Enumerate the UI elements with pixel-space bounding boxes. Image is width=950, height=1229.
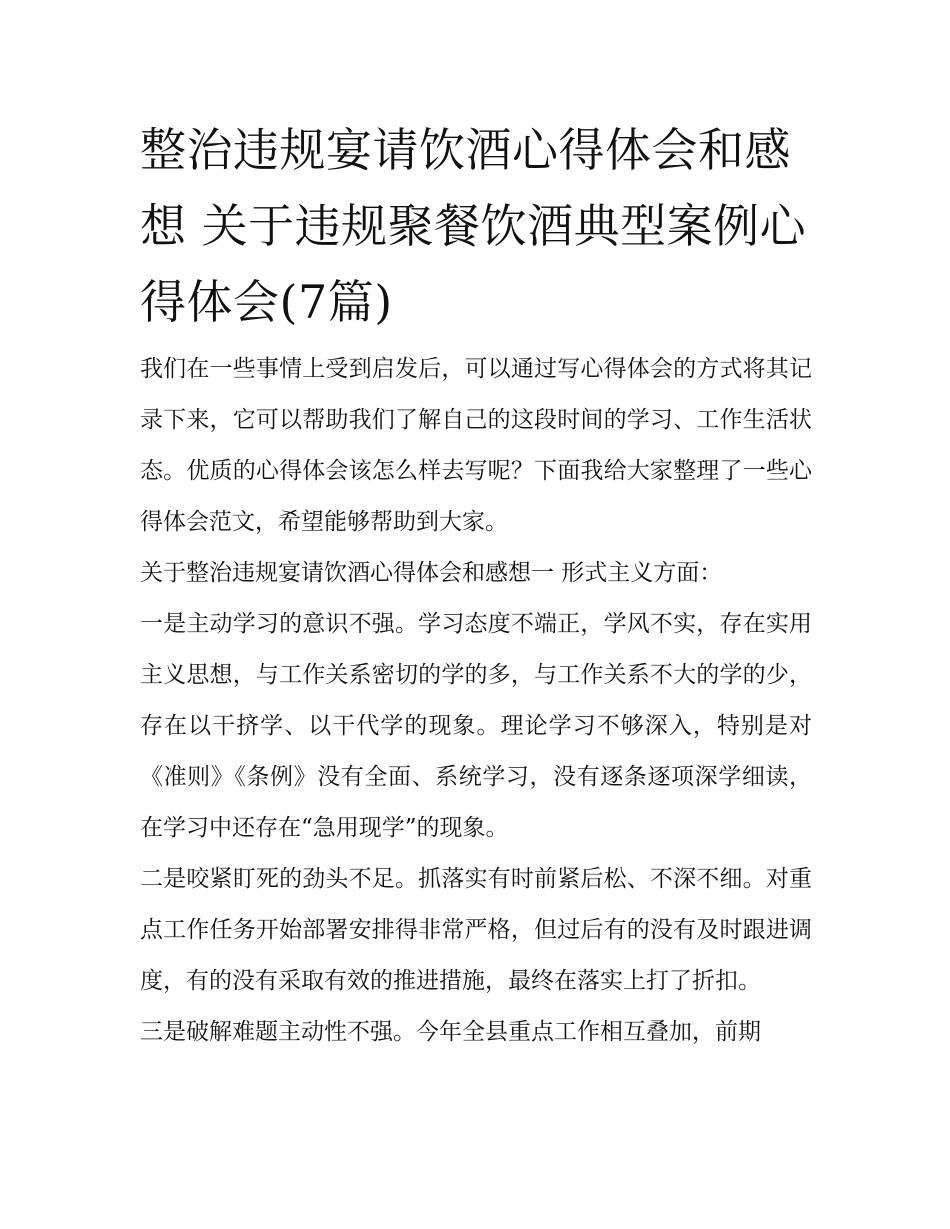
section-heading: 关于整治违规宴请饮酒心得体会和感想一 形式主义方面： (140, 560, 723, 586)
document-title: 整治违规宴请饮酒心得体会和感想 关于违规聚餐饮酒典型案例心得体会(7篇) (140, 123, 807, 329)
intro-paragraph: 我们在一些事情上受到启发后，可以通过写心得体会的方式将其记录下来，它可以帮助我们了解自己的这段时间的学习、工作生活状态。优质的心得体会该怎么样去写呢？下面我给大家整理了一些心得体会范文，希望能够帮助到大家。 (140, 356, 812, 535)
document-body (140, 112, 812, 1058)
point-three-paragraph: 三是破解难题主动性不强。今年全县重点工作相互叠加，前期 (140, 1019, 761, 1045)
point-one-paragraph: 一是主动学习的意识不强。学习态度不端正，学风不实，存在实用主义思想，与工作关系密切的学的多，与工作关系不大的学的少，存在以干挤学、以干代学的现象。理论学习不够深入，特别是对《准则》《条例》没有全面、系统学习，没有逐条逐项深学细读，在学习中还存在“急用现学”的现象。 (140, 611, 812, 841)
point-two-paragraph: 二是咬紧盯死的劲头不足。抓落实有时前紧后松、不深不细。对重点工作任务开始部署安排得非常严格，但过后有的没有及时跟进调度，有的没有采取有效的推进措施，最终在落实上打了折扣。 (140, 866, 812, 994)
